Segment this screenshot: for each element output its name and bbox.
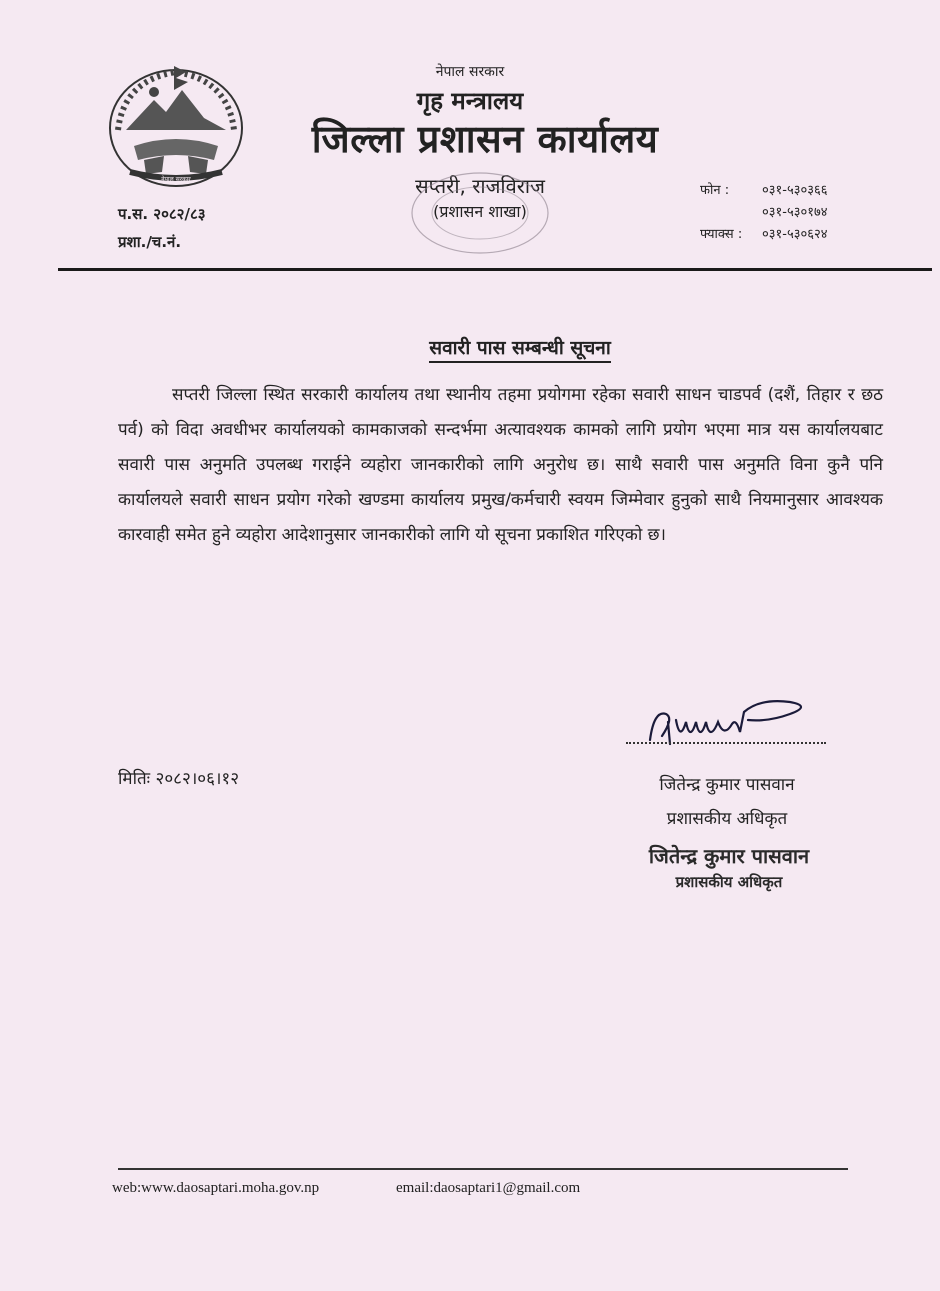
footer-email: email:daosaptari1@gmail.com [396, 1180, 581, 1196]
notice-subject [0, 334, 940, 360]
fax-number: ०३१-५३०६२४ [762, 227, 828, 242]
office-name: जिल्ला प्रशासन कार्यालय [311, 117, 659, 161]
emblem-caption: नेपाल सरकार [161, 176, 191, 183]
office-stamp-mark [405, 168, 555, 258]
dispatch-number: प्रशा./च.नं. [118, 233, 182, 251]
fax-label: फ्याक्स : [700, 227, 743, 242]
notice-subject-text: सवारी पास सम्बन्धी सूचना [429, 337, 611, 363]
signatory-name: जितेन्द्र कुमार पासवान [659, 775, 795, 795]
seal-signatory-name: जितेन्द्र कुमार पासवान [648, 844, 810, 868]
seal-signatory-title: प्रशासकीय अधिकृत [675, 873, 783, 891]
phone-label: फोन : [700, 183, 730, 198]
footer-website: web:www.daosaptari.moha.gov.np [112, 1180, 320, 1196]
header-divider [58, 268, 932, 271]
reference-block [118, 200, 206, 256]
government-name: नेपाल सरकार [435, 64, 505, 80]
footer-divider [118, 1168, 848, 1170]
office-branch: (प्रशासन शाखा) [433, 202, 527, 221]
signatory-title: प्रशासकीय अधिकृत [666, 809, 788, 829]
phone-number-1: ०३१-५३०३६६ [762, 183, 828, 198]
letter-number: प.स. २०८२/८३ [118, 205, 206, 223]
contact-block [700, 180, 828, 246]
notice-date: मितिः २०८२।०६।१२ [118, 769, 240, 789]
phone-number-2: ०३१-५३०१७४ [762, 205, 828, 220]
notice-body: सप्तरी जिल्ला स्थित सरकारी कार्यालय तथा स्थानीय तहमा प्रयोगमा रहेका सवारी साधन चाडपर्व (दशैं, तिहार र छठ पर्व) को विदा अवधीभर कार्यालयको कामकाजको सन्दर्भमा अत्यावश्यक कामको लागि प्रयोग भएमा मात्र यस कार्यालयबाट सवारी पास अनुमति उपलब्ध गराईने व्यहोरा जानकारीको लागि अनुरोध छ। साथै सवारी पास अनुमति विना कुनै पनि कार्यालयले सवारी साधन प्रयोग गरेको खण्डमा कार्यालय प्रमुख/कर्मचारी स्वयम जिम्मेवार हुनुको साथै नियमानुसार आवश्यक कारवाही समेत हुने व्यहोरा आदेशानुसार जानकारीको लागि यो सूचना प्रकाशित गरिएको छ। [118, 385, 883, 545]
ministry-name: गृह मन्त्रालय [416, 87, 524, 115]
office-location: सप्तरी, राजविराज [415, 174, 545, 198]
signature-line [626, 742, 826, 744]
